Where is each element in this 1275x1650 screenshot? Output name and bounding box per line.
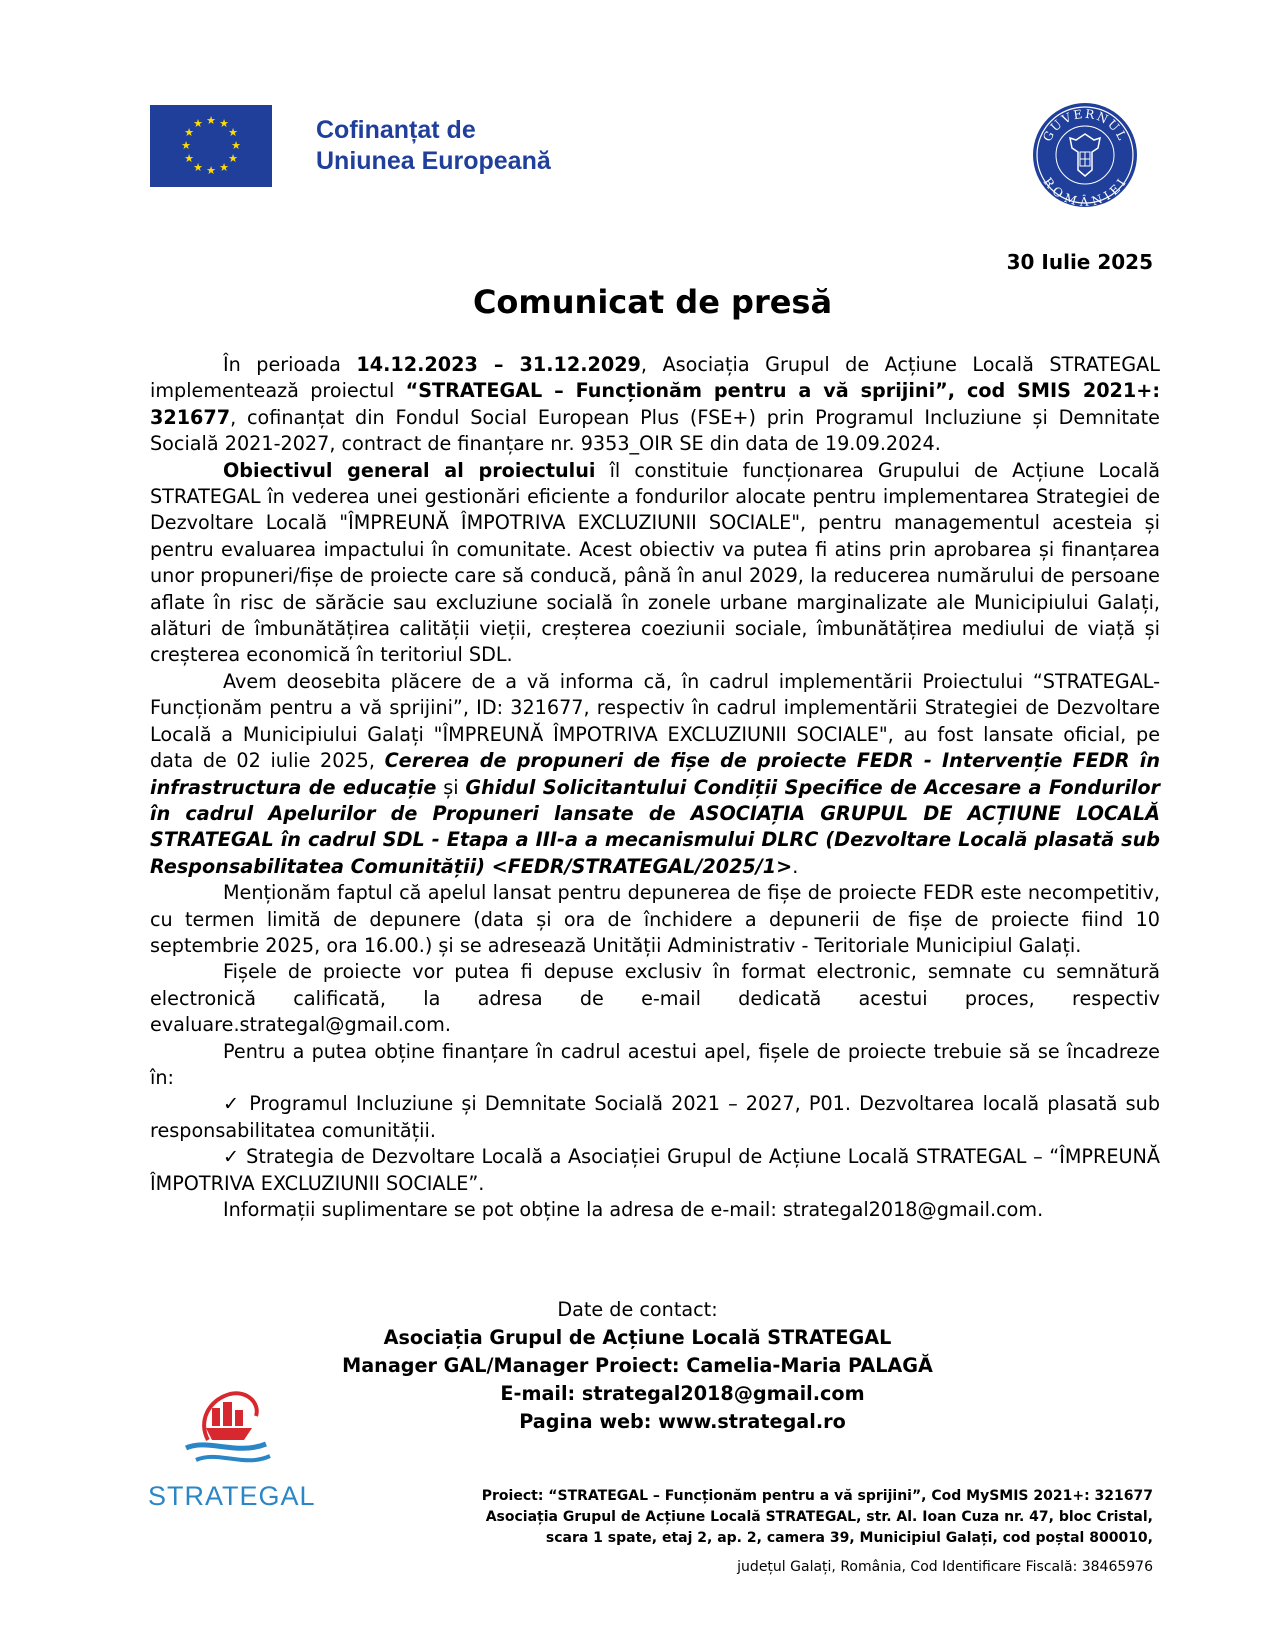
checklist-item: ✓ Programul Incluziune și Demnitate Socială 2021 – 2027, P01. Dezvoltarea locală plasată sub responsabilitatea comunității. bbox=[150, 1092, 1160, 1142]
strategal-logo bbox=[148, 1382, 316, 1512]
svg-text:★: ★ bbox=[231, 139, 241, 152]
contact-heading: Date de contact: bbox=[557, 1298, 718, 1321]
footer bbox=[453, 1486, 1153, 1578]
press-release-body bbox=[150, 352, 1160, 1223]
eu-cofinancing-logo bbox=[150, 103, 575, 189]
svg-text:★: ★ bbox=[219, 161, 229, 174]
press-release-date: 30 Iulie 2025 bbox=[1006, 250, 1153, 274]
eu-flag-icon bbox=[150, 105, 272, 187]
paragraph-eligibility: Pentru a putea obține finanțare în cadrul acestui apel, fișele de proiecte trebuie să se încadreze în: bbox=[150, 1039, 1160, 1089]
contact-manager: Manager GAL/Manager Proiect: Camelia-Maria PALAGĂ bbox=[342, 1354, 933, 1377]
footer-address-1: Asociația Grupul de Acțiune Locală STRATEGAL, str. Al. Ioan Cuza nr. 47, bloc Cristal, bbox=[485, 1509, 1153, 1525]
svg-text:★: ★ bbox=[193, 117, 203, 130]
eu-logo-line1: Cofinanțat de bbox=[316, 116, 476, 144]
gov-seal-bottom-text: ROMÂNIEI bbox=[1040, 175, 1130, 209]
strategal-logo-text: STRATEGAL bbox=[148, 1481, 316, 1511]
svg-text:★: ★ bbox=[184, 126, 194, 139]
contact-email: E-mail: strategal2018@gmail.com bbox=[500, 1382, 865, 1405]
svg-text:★: ★ bbox=[181, 139, 191, 152]
svg-text:★: ★ bbox=[219, 117, 229, 130]
svg-text:★: ★ bbox=[184, 152, 194, 165]
paragraph-project-period: În perioada 14.12.2023 – 31.12.2029, Asociația Grupul de Acțiune Locală STRATEGAL implementează proiectul “STRATEGAL – Funcționăm pentru a vă sprijini”, cod SMIS 2021+: 321677, cofinanțat din Fondul Social European Plus (FSE+) prin Programul Incluziune și Demnitate Socială 2021-2027, contract de finanțare nr. 9353_OIR SE din data de 19.09.2024. bbox=[150, 353, 1161, 456]
paragraph-call-launch: Avem deosebita plăcere de a vă informa că, în cadrul implementării Proiectului “STRATEGAL-Funcționăm pentru a vă sprijini”, ID: 321677, respectiv în cadrul implementării Strategiei de Dezvoltare Locală a Municipiului Galați "ÎMPREUNĂ ÎMPOTRIVA EXCLUZIUNII SOCIALE", au fost lansate oficial, pe data de 02 iulie 2025, Cererea de propuneri de fișe de proiecte FEDR - Intervenție FEDR în infrastructura de educație și Ghidul Solicitantului Condiții Specifice de Accesare a Fondurilor în cadrul Apelurilor de Propuneri lansate de ASOCIAȚIA GRUPUL DE ACȚIUNE LOCALĂ STRATEGAL în cadrul SDL - Etapa a III-a a mecanismului DLRC (Dezvoltare Locală plasată sub Responsabilitatea Comunității) <FEDR/STRATEGAL/2025/1>. bbox=[150, 669, 1160, 878]
paragraph-deadline: Menționăm faptul că apelul lansat pentru depunerea de fișe de proiecte FEDR este necompetitiv, cu termen limită de depunere (data și ora de închidere a depunerii de fișe de proiecte fiind 10 septembrie 2025, ora 16.00.) și se adresează Unității Administrativ - Teritoriale Municipiul Galați. bbox=[150, 881, 1160, 957]
footer-fiscal: județul Galați, România, Cod Identificare Fiscală: 38465976 bbox=[737, 1559, 1153, 1575]
paragraph-submission: Fișele de proiecte vor putea fi depuse exclusiv în format electronic, semnate cu semnătură electronică calificată, la adresa de e-mail dedicată acestui proces, respectiv evaluare.strategal@gmail.com. bbox=[150, 960, 1160, 1037]
svg-text:★: ★ bbox=[228, 152, 238, 165]
checklist-item: ✓ Strategia de Dezvoltare Locală a Asociației Grupul de Acțiune Locală STRATEGAL – “ÎMPREUNĂ ÎMPOTRIVA EXCLUZIUNII SOCIALE”. bbox=[150, 1145, 1160, 1195]
gov-seal-top-text: GUVERNUL bbox=[1040, 106, 1130, 144]
paragraph-general-objective: Obiectivul general al proiectului îl constituie funcționarea Grupului de Acțiune Locală STRATEGAL în vederea unei gestionări eficiente a fondurilor alocate pentru implementarea Strategiei de Dezvoltare Locală "ÎMPREUNĂ ÎMPOTRIVA EXCLUZIUNII SOCIALE", pentru managementul acesteia și pentru evaluarea impactului în comunitate. Acest obiectiv va putea fi atins prin aprobarea și finanțarea unor propuneri/fișe de proiecte care să conducă, până în anul 2029, la reducerea numărului de persoane aflate în risc de sărăcie sau excluziune socială în zonele urbane marginalizate ale Municipiului Galați, alături de îmbunătățirea calității vieții, creșterea coeziunii sociale, îmbunătățirea mediului de viață și creșterea economică în teritoriul SDL. bbox=[150, 458, 1161, 667]
page-title: Comunicat de presă bbox=[472, 283, 833, 321]
svg-text:★: ★ bbox=[206, 164, 216, 177]
contact-website: Pagina web: www.strategal.ro bbox=[519, 1410, 846, 1433]
svg-text:★: ★ bbox=[206, 114, 216, 127]
paragraph-more-info: Informații suplimentare se pot obține la adresa de e-mail: strategal2018@gmail.com. bbox=[223, 1198, 1044, 1221]
svg-text:★: ★ bbox=[193, 161, 203, 174]
footer-project: Proiect: “STRATEGAL – Funcționăm pentru a vă sprijini”, Cod MySMIS 2021+: 321677 bbox=[481, 1488, 1153, 1504]
footer-address-2: scara 1 spate, etaj 2, ap. 2, camera 39, Municipiul Galați, cod poștal 800010, bbox=[545, 1530, 1153, 1546]
romanian-government-seal bbox=[1030, 100, 1140, 210]
eu-logo-line2: Uniunea Europeană bbox=[316, 147, 551, 175]
svg-text:★: ★ bbox=[228, 126, 238, 139]
contact-org: Asociația Grupul de Acțiune Locală STRATEGAL bbox=[383, 1326, 892, 1349]
strategal-ship-icon bbox=[148, 1382, 308, 1477]
